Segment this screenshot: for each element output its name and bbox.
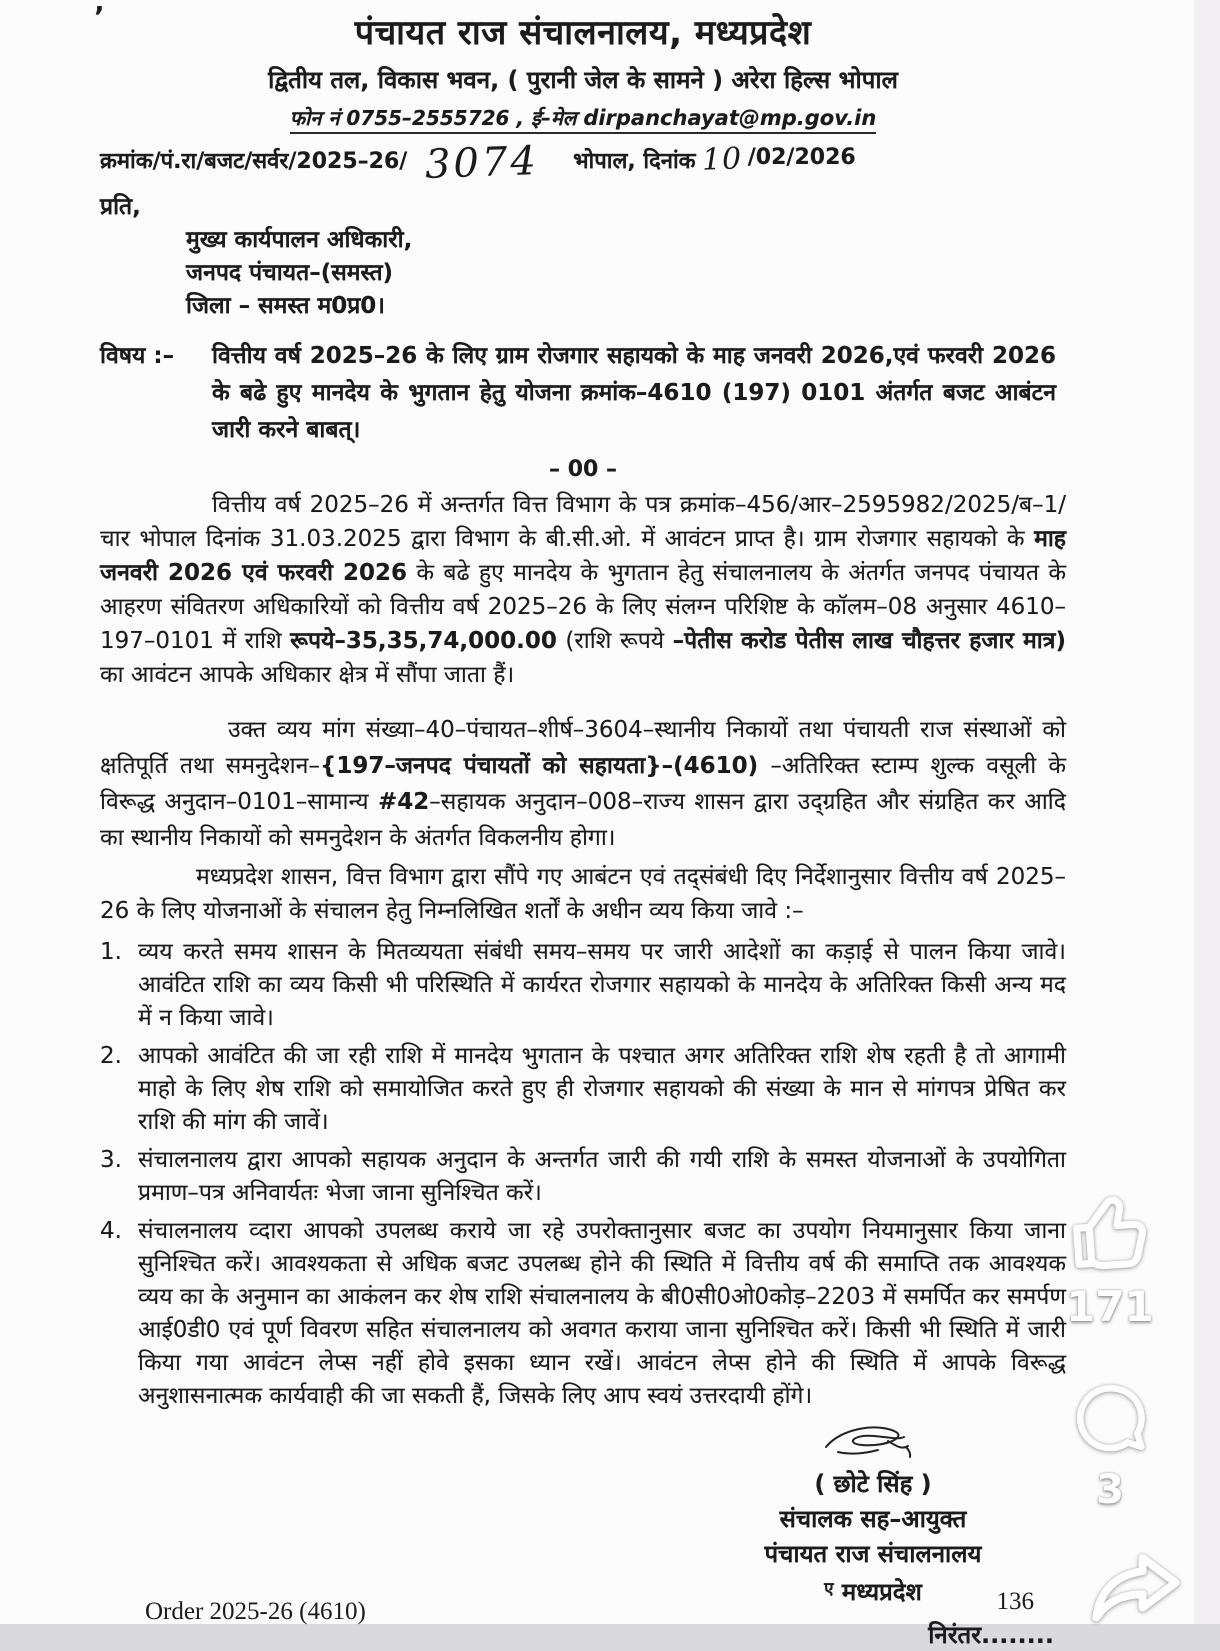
comment-bubble-icon — [1072, 1380, 1148, 1462]
body-paragraph-3: मध्यप्रदेश शासन, वित्त विभाग द्वारा सौंपे गए आबंटन एवं तद्संबंधी दिए निर्देशानुसार वित्तीय वर्ष 2025–26 के लिए योजनाओं के संचालन हेतु निम्नलिखित शर्तों के अधीन व्यय किया जावे :– — [100, 864, 1066, 924]
signature-ink-icon — [818, 1419, 928, 1467]
condition-item — [100, 1144, 1066, 1210]
condition-number: 3. — [100, 1147, 122, 1173]
comment-button[interactable] — [1072, 1380, 1148, 1512]
condition-number: 2. — [100, 1043, 122, 1069]
subject-block — [100, 338, 1066, 449]
share-arrow-icon — [1086, 1548, 1186, 1634]
share-button[interactable] — [1086, 1548, 1186, 1634]
addressee-line: जनपद पंचायत–(समस्त) — [186, 260, 394, 286]
separator: – 00 – — [549, 457, 617, 482]
condition-item — [100, 936, 1066, 1035]
subject-label: विषय :– — [100, 343, 175, 369]
office-title: पंचायत राज संचालनालय, मध्यप्रदेश — [354, 13, 812, 53]
subject-text: वित्तीय वर्ष 2025–26 के लिए ग्राम रोजगार सहायको के माह जनवरी 2026,एवं फरवरी 2026 के बढे हुए मानदेय के भुगतान हेतु योजना क्रमांक–4610 (197) 0101 अंतर्गत बजट आबंटन जारी करने बाबत्। — [212, 343, 1056, 443]
order-reference-caption: Order 2025-26 (4610) — [145, 1598, 366, 1625]
condition-item — [100, 1215, 1066, 1413]
screen-right-margin — [1194, 0, 1220, 1624]
signatory-state: $^ए$ मध्यप्रदेश — [824, 1578, 922, 1606]
condition-item — [100, 1040, 1066, 1139]
condition-text: संचालनालय व्दारा आपको उपलब्ध कराये जा रहे उपरोक्तानुसार बजट का उपयोग नियमानुसार किया जाना सुनिश्चित करें। आवश्यकता से अधिक बजट उपलब्ध होने की स्थिति में वित्तीय वर्ष की समाप्ति तक आवश्यक व्यय का के अनुमान का आकंलन कर शेष राशि संचालनालय के बी0सी0ओ0कोड़–2203 में समर्पित कर समर्पण आई0डी0 एवं पूर्ण विवरण सहित संचालनालय को अवगत कराया जाना सुनिश्चित करें। किसी भी स्थिति में जारी किया गया आवंटन लेप्स नहीं होवे इसका ध्यान रखें। आवंटन लेप्स होने की स्थिति में आपके विरूद्ध अनुशासनात्मक कार्यवाही की जा सकती हैं, जिसके लिए आप स्वयं उत्तरदायी होंगे। — [138, 1218, 1066, 1409]
place-date-label: भोपाल, दिनांक — [573, 149, 696, 174]
like-count: 171 — [1066, 1282, 1154, 1331]
reference-number-label: क्रमांक/पं.रा/बजट/सर्वर/2025–26/ — [100, 149, 408, 174]
page-number: 136 — [996, 1588, 1034, 1615]
letterhead — [100, 8, 1066, 131]
signatory-name: ( छोटे सिंह ) — [814, 1470, 932, 1498]
handwritten-dispatch-number: 3074 — [424, 138, 540, 188]
comment-count: 3 — [1096, 1467, 1124, 1513]
handwritten-day: 10 — [700, 141, 743, 178]
condition-number: 4. — [100, 1218, 122, 1244]
signatory-designation: संचालक सह–आयुक्त — [779, 1505, 967, 1533]
condition-text: आपको आवंटित की जा रही राशि में मानदेय भुगतान के पश्चात अगर अतिरिक्त राशि शेष रहती है तो आगामी माहो के लिए शेष राशि को समायोजित करते हुए ही रोजगार सहायको की संख्या के मान से मांगपत्र प्रेषित कर राशि की मांग की जावें। — [138, 1043, 1066, 1135]
office-address: द्वितीय तल, विकास भवन, ( पुरानी जेल के सामने ) अरेरा हिल्स भोपाल — [268, 66, 898, 94]
signature-scribble — [698, 1419, 1048, 1467]
continuation-note: निरंतर........ — [928, 1621, 1054, 1649]
body-paragraph-2: उक्त व्यय मांग संख्या–40–पंचायत–शीर्ष–3604–स्थानीय निकायों तथा पंचायती राज संस्थाओं को क्षतिपूर्ति तथा समनुदेशन–{197–जनपद पंचायतों को सहायता}–(4610) –अतिरिक्त स्टाम्प शुल्क वसूली के विरूद्ध अनुदान–0101–सामान्य #42–सहायक अनुदान–008–राज्य शासन द्वारा उद्ग्रहित और संग्रहित कर आदि का स्थानीय निकायों को समनुदेशन के अंतर्गत विकलनीय होगा। — [100, 717, 1067, 851]
thumbs-up-icon — [1068, 1186, 1152, 1278]
addressee-block — [186, 224, 1066, 323]
condition-text: संचालनालय द्वारा आपको सहायक अनुदान के अन्तर्गत जारी की गयी राशि के समस्त योजनाओं के उपयोगिता प्रमाण–पत्र अनिवार्यतः भेजा जाना सुनिश्चित करें। — [138, 1147, 1066, 1206]
office-contact-line — [100, 104, 1066, 131]
conditions-list — [100, 936, 1066, 1413]
signatory-office: पंचायत राज संचालनालय — [764, 1540, 982, 1568]
condition-number: 1. — [100, 939, 122, 965]
corner-pen-mark: ’ — [94, 0, 105, 33]
reference-row — [100, 138, 1066, 188]
date-rest: /02/2026 — [747, 145, 856, 170]
addressee-line: जिला – समस्त म0प्र0। — [186, 293, 386, 319]
email-address: dirpanchayat@mp.gov.in — [583, 106, 877, 130]
body-paragraph-1: वित्तीय वर्ष 2025–26 में अन्तर्गत वित्त विभाग के पत्र क्रमांक–456/आर–2595982/2025/ब–1/चार भोपाल दिनांक 31.03.2025 द्वारा विभाग के बी.सी.ओ. में आवंटन प्राप्त है। ग्राम रोजगार सहायको के माह जनवरी 2026 एवं फरवरी 2026 के बढे हुए मानदेय के भुगतान हेतु संचालनालय के अंतर्गत जनपद पंचायत के आहरण संवितरण अधिकारियों को वित्तीय वर्ष 2025–26 के लिए संलग्न परिशिष्ट के कॉलम–08 अनुसार 4610–197–0101 में राशि रूपये–35,35,74,000.00 (राशि रूपये –पेतीस करोड पेतीस लाख चौहत्तर हजार मात्र) का आवंटन आपके अधिकार क्षेत्र में सौंपा जाता हैं। — [100, 492, 1066, 688]
salutation: प्रति, — [100, 194, 141, 220]
like-button[interactable] — [1066, 1186, 1154, 1330]
state-prefix-mark: ए — [824, 1579, 834, 1599]
condition-text: व्यय करते समय शासन के मितव्ययता संबंधी समय–समय पर जारी आदेशों का कड़ाई से पालन किया जावे। आवंटित राशि का व्यय किसी भी परिस्थिति में कार्यरत रोजगार सहायको के मानदेय के अतिरिक्त किसी अन्य मद में न किया जावे। — [138, 939, 1066, 1031]
place-date — [573, 141, 856, 178]
signature-block — [698, 1419, 1048, 1610]
addressee-line: मुख्य कार्यपालन अधिकारी, — [186, 227, 413, 253]
phone-label: फोन नं 0755–2555726 , ई–मेल — [289, 106, 584, 130]
